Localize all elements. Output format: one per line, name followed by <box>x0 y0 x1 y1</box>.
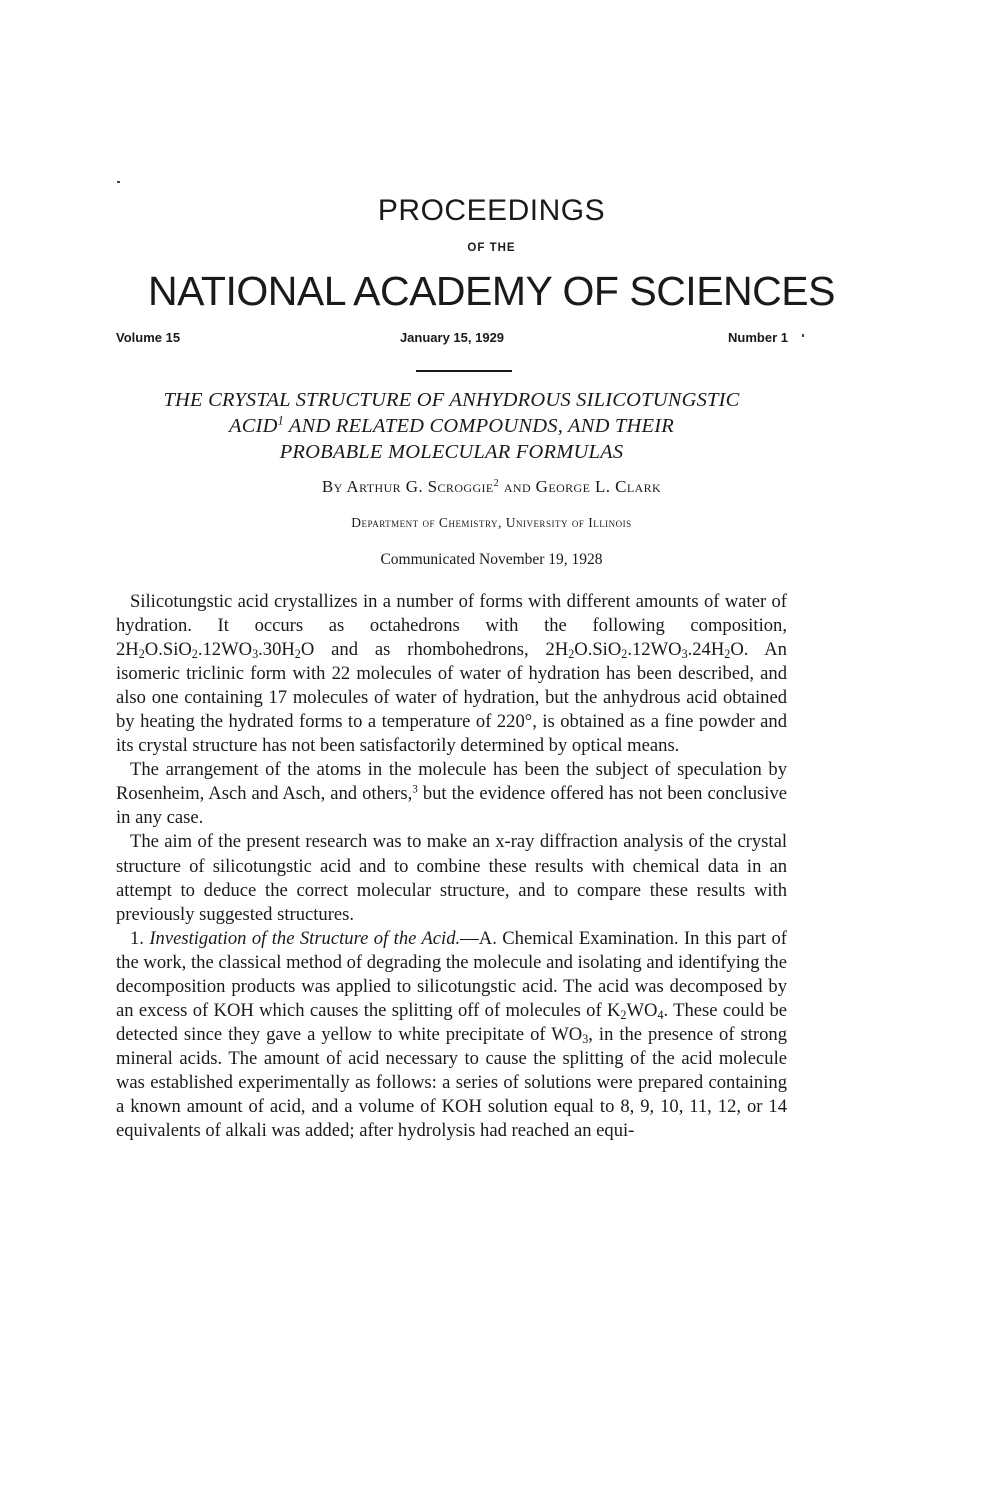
subscript: 3 <box>582 1031 589 1046</box>
text-run: .24H <box>687 639 725 661</box>
byline-by: By <box>321 477 347 496</box>
communicated-date: Communicated November 19, 1928 <box>380 551 603 568</box>
text-run: The arrangement of the atoms in the molecule has been the subject of speculation by Rosenheim, Asch and Asch, and others, <box>116 759 787 805</box>
section-heading: Investigation of the Structure of the Acid. <box>149 927 461 949</box>
subscript: 2 <box>138 647 145 662</box>
footnote-ref-1: 1 <box>277 413 284 428</box>
article-body <box>116 590 787 1143</box>
title-divider-rule <box>416 370 512 372</box>
issue-number: Number 1 <box>728 330 788 345</box>
article-title-line-2 <box>110 413 793 439</box>
subscript: 2 <box>568 647 575 662</box>
article-title <box>110 387 793 465</box>
journal-title-proceedings: PROCEEDINGS <box>377 194 606 227</box>
text-run: O and as rhombohedrons, 2H <box>300 639 569 661</box>
journal-title-academy: NATIONAL ACADEMY OF SCIENCES <box>148 268 835 314</box>
text-run: WO <box>626 999 658 1021</box>
paragraph-1 <box>116 590 787 758</box>
section-number: 1. <box>130 927 150 949</box>
text-run: . These could be detected since they gave a yellow to white precipitate of WO <box>116 999 787 1045</box>
affiliation: Department of Chemistry, University of Illinois <box>351 515 632 530</box>
subscript: 4 <box>657 1007 664 1022</box>
text-run: .30H <box>258 639 295 661</box>
paragraph-4 <box>116 927 787 1143</box>
paragraph-3: The aim of the present research was to make an x-ray diffraction analysis of the crystal structure of silicotungstic acid and to combine these results with chemical data in an attempt to deduce the correct molecular structure, and to compare these results with previously suggested structures. <box>116 831 787 925</box>
text-run: O. An isomeric triclinic form with 22 molecules of water of hydration has been described, and also one containing 17 molecules of water of hydration, but the anhydrous acid obtained by heating the hydrated forms to a temperature of 220°, is obtained as a fine powder and its crystal structure has not been satisfactorily determined by optical means. <box>116 639 787 757</box>
byline-and: and <box>499 477 536 496</box>
subscript: 2 <box>724 647 731 662</box>
subscript: 3 <box>681 647 688 662</box>
footnote-ref-2: 2 <box>493 477 500 489</box>
subscript: 2 <box>191 647 198 662</box>
volume-label: Volume 15 <box>116 330 181 345</box>
text-run: , in the presence of strong mineral acids. The amount of acid necessary to cause the splitting of the acid molecule was established experimentally as follows: a series of solutions were prepared containing a known amount of acid, and a volume of KOH solution equal to 8, 9, 10, 11, 12, or 14 equivalents of alkali was added; after hydrolysis had reached an equi- <box>116 1023 787 1142</box>
print-speck <box>802 334 804 337</box>
text-run: O.SiO <box>574 639 622 661</box>
subscript: 2 <box>620 1007 627 1022</box>
issue-date: January 15, 1929 <box>399 330 505 345</box>
journal-title-of-the: OF THE <box>467 242 516 254</box>
title-text: ACID <box>228 415 278 437</box>
text-run: O.SiO <box>144 639 192 661</box>
text-run: Silicotungstic acid crystallizes in a number of forms with different amounts of water of hydration. It occurs as octahedrons with the following composition, 2H <box>116 591 787 661</box>
text-run: .12WO <box>197 639 253 661</box>
print-speck <box>117 181 120 183</box>
title-text: AND RELATED COMPOUNDS, AND THEIR <box>283 415 675 437</box>
footnote-ref-3: 3 <box>412 783 418 796</box>
article-title-line-1: THE CRYSTAL STRUCTURE OF ANHYDROUS SILICOTUNGSTIC <box>163 389 740 411</box>
author-byline <box>0 477 983 497</box>
paragraph-2 <box>116 758 787 830</box>
article-title-line-3: PROBABLE MOLECULAR FORMULAS <box>279 441 624 463</box>
author-name-2: George L. Clark <box>535 477 662 496</box>
subscript: 2 <box>621 647 628 662</box>
text-run: but the evidence offered has not been conclusive in any case. <box>116 783 787 829</box>
text-run: —A. Chemical Examination. In this part of the work, the classical method of degrading the molecule and isolating and identifying the decomposition products was applied to silicotungstic acid. The acid was decomposed by an excess of KOH which causes the splitting off of molecules of K <box>116 927 787 1021</box>
author-name-1: Arthur G. Scroggie <box>346 477 494 496</box>
subscript: 2 <box>294 647 301 662</box>
subscript: 3 <box>252 647 259 662</box>
text-run: .12WO <box>627 639 682 661</box>
